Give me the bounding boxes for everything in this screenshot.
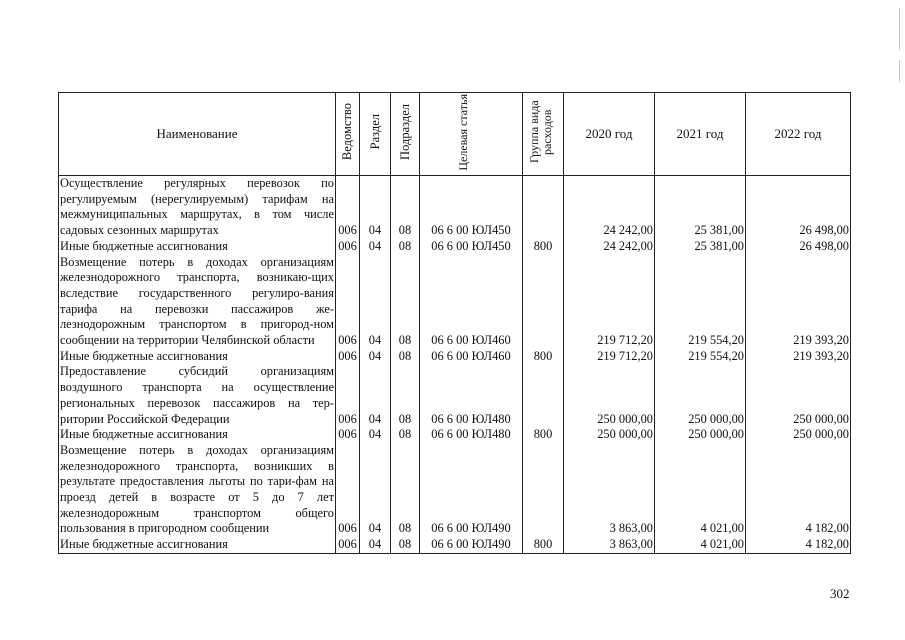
row-2021: 25 381,00 xyxy=(655,239,746,255)
row-2020: 250 000,00 xyxy=(564,364,655,427)
header-target: Целевая статья xyxy=(420,93,523,176)
row-target: 06 6 00 ЮЛ490 xyxy=(420,537,523,553)
row-section: 04 xyxy=(360,364,391,427)
table-row xyxy=(59,427,851,443)
row-subsection: 08 xyxy=(391,537,420,553)
page-number: 302 xyxy=(830,586,850,601)
row-target: 06 6 00 ЮЛ490 xyxy=(420,443,523,537)
table-row xyxy=(59,176,851,239)
row-2021: 219 554,20 xyxy=(655,255,746,349)
row-group: 800 xyxy=(523,349,564,365)
row-2021: 4 021,00 xyxy=(655,537,746,553)
row-subsection: 08 xyxy=(391,349,420,365)
row-subsection: 08 xyxy=(391,176,420,239)
page-edge-mark xyxy=(899,60,900,82)
header-name: Наименование xyxy=(59,93,336,176)
row-section: 04 xyxy=(360,537,391,553)
row-group xyxy=(523,364,564,427)
row-group xyxy=(523,255,564,349)
row-group xyxy=(523,443,564,537)
row-2021: 250 000,00 xyxy=(655,364,746,427)
header-subsection: Подраздел xyxy=(391,93,420,176)
row-ministry: 006 xyxy=(336,364,360,427)
row-2021: 25 381,00 xyxy=(655,176,746,239)
row-2021: 4 021,00 xyxy=(655,443,746,537)
header-2022: 2022 год xyxy=(746,93,851,176)
page-edge-mark xyxy=(899,8,900,50)
row-section: 04 xyxy=(360,176,391,239)
row-2021: 250 000,00 xyxy=(655,427,746,443)
table-row xyxy=(59,349,851,365)
row-ministry: 006 xyxy=(336,255,360,349)
row-name: Возмещение потерь в доходах организациям железнодорожного транспорта, возникаю-щих вследствие государственного регулиро-вания тарифа на перевозки пассажиров же-лезнодорожным транспортом в пригород-ном сообщении на территории Челябинской области xyxy=(60,254,334,348)
table-row xyxy=(59,537,851,553)
row-name: Иные бюджетные ассигнования xyxy=(59,427,336,443)
row-subsection: 08 xyxy=(391,443,420,537)
row-2020: 219 712,20 xyxy=(564,349,655,365)
row-name: Осуществление регулярных перевозок по регулируемым (нерегулируемым) тарифам на межмуниципальных маршрутах, в том числе садовых сезонных маршрутах xyxy=(60,176,334,238)
row-name: Иные бюджетные ассигнования xyxy=(59,349,336,365)
row-name: Иные бюджетные ассигнования xyxy=(59,239,336,255)
row-target: 06 6 00 ЮЛ460 xyxy=(420,349,523,365)
row-target: 06 6 00 ЮЛ450 xyxy=(420,239,523,255)
row-section: 04 xyxy=(360,349,391,365)
row-subsection: 08 xyxy=(391,239,420,255)
row-name: Возмещение потерь в доходах организациям железнодорожного транспорта, возникших в результате предоставления льготы по тари-фам на проезд детей в возрасте от 5 до 7 лет железнодорожным транспортом общего пользования в пригородном сообщении xyxy=(60,442,334,536)
row-2020: 24 242,00 xyxy=(564,239,655,255)
table-row xyxy=(59,443,851,537)
row-section: 04 xyxy=(360,255,391,349)
row-2020: 219 712,20 xyxy=(564,255,655,349)
header-section: Раздел xyxy=(360,93,391,176)
row-ministry: 006 xyxy=(336,537,360,553)
table-row xyxy=(59,239,851,255)
row-2022: 4 182,00 xyxy=(746,443,851,537)
row-subsection: 08 xyxy=(391,427,420,443)
row-target: 06 6 00 ЮЛ450 xyxy=(420,176,523,239)
table-header-row xyxy=(59,93,851,176)
row-target: 06 6 00 ЮЛ480 xyxy=(420,364,523,427)
row-2021: 219 554,20 xyxy=(655,349,746,365)
row-2020: 24 242,00 xyxy=(564,176,655,239)
row-ministry: 006 xyxy=(336,427,360,443)
table-row xyxy=(59,364,851,427)
budget-table xyxy=(58,92,851,554)
row-2022: 219 393,20 xyxy=(746,349,851,365)
row-target: 06 6 00 ЮЛ480 xyxy=(420,427,523,443)
row-name: Предоставление субсидий организациям воздушного транспорта на осуществление региональных перевозок пассажиров на тер-ритории Российской Федерации xyxy=(60,364,334,426)
row-2022: 26 498,00 xyxy=(746,176,851,239)
row-group: 800 xyxy=(523,239,564,255)
row-section: 04 xyxy=(360,239,391,255)
row-2020: 3 863,00 xyxy=(564,537,655,553)
row-section: 04 xyxy=(360,443,391,537)
row-name: Иные бюджетные ассигнования xyxy=(59,537,336,553)
row-group: 800 xyxy=(523,427,564,443)
row-ministry: 006 xyxy=(336,349,360,365)
row-2022: 250 000,00 xyxy=(746,364,851,427)
row-ministry: 006 xyxy=(336,443,360,537)
row-2022: 26 498,00 xyxy=(746,239,851,255)
header-2021: 2021 год xyxy=(655,93,746,176)
row-2020: 3 863,00 xyxy=(564,443,655,537)
header-group: Группа вида расходов xyxy=(523,93,564,176)
row-subsection: 08 xyxy=(391,255,420,349)
row-ministry: 006 xyxy=(336,239,360,255)
row-subsection: 08 xyxy=(391,364,420,427)
row-group xyxy=(523,176,564,239)
row-ministry: 006 xyxy=(336,176,360,239)
header-ministry: Ведомство xyxy=(336,93,360,176)
row-2022: 4 182,00 xyxy=(746,537,851,553)
header-2020: 2020 год xyxy=(564,93,655,176)
table-row xyxy=(59,255,851,349)
row-2020: 250 000,00 xyxy=(564,427,655,443)
row-section: 04 xyxy=(360,427,391,443)
row-2022: 219 393,20 xyxy=(746,255,851,349)
row-target: 06 6 00 ЮЛ460 xyxy=(420,255,523,349)
row-group: 800 xyxy=(523,537,564,553)
row-2022: 250 000,00 xyxy=(746,427,851,443)
